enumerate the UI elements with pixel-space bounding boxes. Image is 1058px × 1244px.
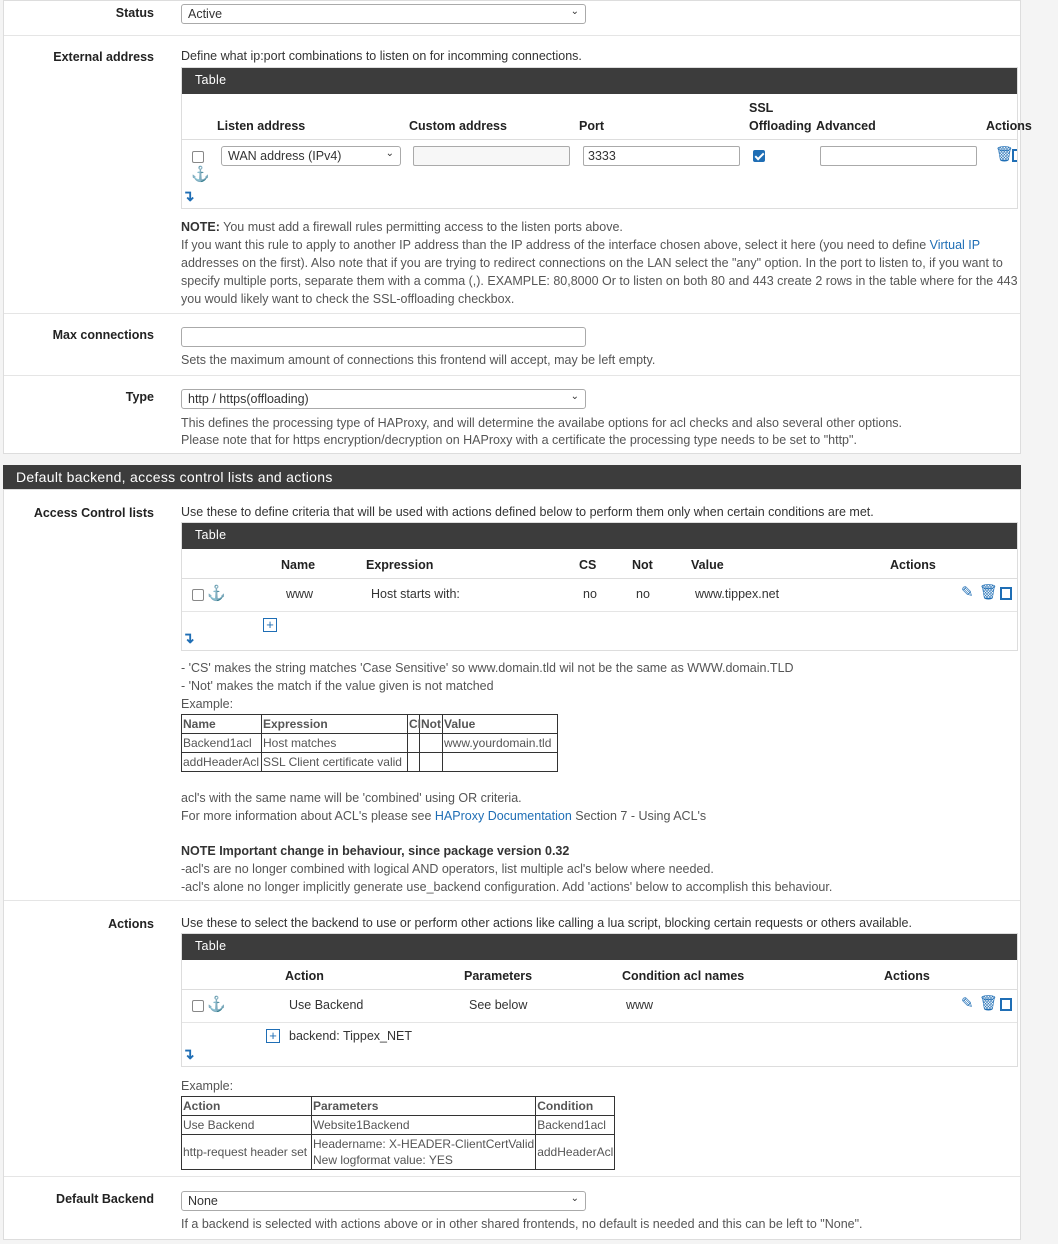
example-cell	[420, 734, 443, 753]
example-header: Action	[182, 1097, 312, 1116]
external-address-table	[181, 67, 1032, 209]
actions-description: Use these to select the backend to use or perform other actions like calling a lua script, blocking certain requests or others available.	[181, 916, 912, 930]
max-connections-row	[4, 314, 1020, 376]
anchor-icon[interactable]: ⚓	[191, 166, 210, 183]
type-hint1: This defines the processing type of HAProxy, and will determine the availabe options for acl checks and also several other options.	[181, 416, 902, 430]
acl-cs-header: CS	[579, 558, 597, 572]
trash-icon[interactable]: 🗑	[979, 584, 999, 601]
example-cell: http-request header set	[182, 1135, 312, 1170]
example-cell: www.yourdomain.tld	[443, 734, 558, 753]
example-header: Expression	[262, 715, 408, 734]
acl-row	[4, 490, 1020, 901]
listen-address-header: Listen address	[217, 119, 306, 133]
table-row	[182, 1097, 615, 1116]
acl-row-name: www	[286, 587, 314, 601]
table-row	[182, 715, 558, 734]
action-row-parameters: See below	[469, 998, 528, 1012]
add-row-arrow-icon[interactable]: ↴	[182, 188, 195, 205]
example-header: CI	[408, 715, 420, 734]
external-address-row	[4, 36, 1032, 314]
example-cell	[420, 753, 443, 772]
action-row-checkbox[interactable]	[192, 1000, 204, 1012]
port-input[interactable]: 3333	[583, 146, 740, 166]
acl-row-value: www.tippex.net	[695, 587, 780, 601]
para1: If you want this rule to apply to another IP address than the IP address of the interface chosen above, select it here (you need to define	[181, 238, 930, 252]
example-cell: Website1Backend	[312, 1116, 536, 1135]
edit-icon[interactable]: ✎	[961, 995, 974, 1012]
para2: addresses on the first). Also note that if you are trying to redirect connections on the LAN select the "any" option. In the port to listen to, if you want to	[181, 256, 1003, 270]
actions-table-title: Table	[182, 934, 1017, 960]
advanced-header: Advanced	[816, 119, 876, 133]
status-label: Status	[115, 6, 154, 20]
actions-table	[181, 933, 1018, 1067]
copy-icon[interactable]	[1000, 587, 1012, 600]
header-divider	[182, 989, 1017, 990]
note-text: You must add a firewall rules permitting access to the listen ports above.	[219, 220, 623, 234]
trash-icon[interactable]: 🗑	[995, 146, 1015, 163]
example-cell: Backend1acl	[536, 1116, 615, 1135]
max-connections-label: Max connections	[52, 328, 154, 342]
acl-row-cs: no	[583, 587, 597, 601]
example-cell: Headername: X-HEADER-ClientCertValid New logformat value: YES	[312, 1135, 536, 1170]
acl-expression-header: Expression	[366, 558, 434, 572]
chevron-down-icon: ⌄	[385, 148, 394, 159]
expand-icon[interactable]: +	[263, 618, 277, 632]
status-row	[4, 1, 1020, 36]
copy-icon-partial[interactable]	[1012, 149, 1017, 162]
max-connections-input[interactable]	[181, 327, 586, 347]
header-divider	[182, 578, 1017, 579]
acl-help2: - 'Not' makes the match if the value given is not matched	[181, 679, 494, 693]
acl-description: Use these to define criteria that will be used with actions defined below to perform them only when certain conditions are met.	[181, 505, 874, 519]
row-divider	[182, 611, 1017, 612]
virtual-ip-link[interactable]: Virtual IP	[929, 238, 981, 252]
type-label: Type	[125, 390, 154, 404]
example-header: Value	[443, 715, 558, 734]
table-row	[182, 1135, 615, 1170]
custom-address-header: Custom address	[409, 119, 507, 133]
condition-header: Condition acl names	[622, 969, 745, 983]
port-header: Port	[579, 119, 604, 133]
chevron-down-icon: ⌄	[570, 1193, 579, 1204]
actions-example-table	[181, 1096, 615, 1170]
default-backend-select[interactable]	[181, 1191, 586, 1211]
action-row-action: Use Backend	[289, 998, 364, 1012]
actions-row	[4, 901, 1020, 1177]
status-select-value: Active	[188, 7, 223, 21]
row-divider	[182, 1022, 1017, 1023]
external-note	[181, 218, 1021, 308]
add-row-arrow-icon[interactable]: ↴	[182, 1046, 195, 1063]
example-header: Condition	[536, 1097, 615, 1116]
example-header: Name	[182, 715, 262, 734]
example-cell: addHeaderAcl	[182, 753, 262, 772]
acl-name-header: Name	[281, 558, 316, 572]
acl-example-label: Example:	[181, 697, 234, 711]
ssl-header-line1: SSL	[749, 101, 774, 115]
actions-col-header: Actions	[884, 969, 930, 983]
acl-note2: -acl's alone no longer implicitly generate use_backend configuration. Add 'actions' below to accomplish this behaviour.	[181, 880, 833, 894]
trash-icon[interactable]: 🗑	[979, 995, 999, 1012]
acl-actions-header: Actions	[890, 558, 936, 572]
ssl-offloading-checkbox[interactable]	[753, 150, 765, 162]
type-hint2: Please note that for https encryption/decryption on HAProxy with a certificate the processing type needs to be set to "http".	[181, 433, 857, 447]
acl-row-not: no	[636, 587, 650, 601]
note-bold: NOTE:	[181, 220, 220, 234]
copy-icon[interactable]	[1000, 998, 1012, 1011]
actions-header: Actions	[986, 119, 1032, 133]
actions-example-label: Example:	[181, 1079, 234, 1093]
example-cell: Use Backend	[182, 1116, 312, 1135]
acl-more-info: For more information about ACL's please see HAProxy Documentation Section 7 - Using ACL's	[181, 809, 707, 823]
expand-icon[interactable]: +	[266, 1029, 280, 1043]
example-cell: Host matches	[262, 734, 408, 753]
actions-label: Actions	[108, 917, 154, 931]
acl-table-title: Table	[182, 523, 1017, 549]
table-row	[182, 753, 558, 772]
table-row	[182, 734, 558, 753]
chevron-down-icon: ⌄	[570, 391, 579, 402]
acl-combined: acl's with the same name will be 'combined' using OR criteria.	[181, 791, 522, 805]
acl-label: Access Control lists	[33, 506, 154, 520]
anchor-icon[interactable]: ⚓	[207, 585, 226, 602]
para3: specify multiple ports, separate them with a comma (,). EXAMPLE: 80,8000 Or to listen on both 80 and 443 create 2 rows in the table where for the 443	[181, 274, 1018, 288]
external-table-title: Table	[182, 68, 1017, 94]
external-address-description: Define what ip:port combinations to listen on for incomming connections.	[181, 49, 582, 63]
type-select[interactable]	[181, 389, 586, 409]
acl-not-header: Not	[632, 558, 653, 572]
default-backend-value: None	[188, 1194, 218, 1208]
external-address-label: External address	[53, 50, 154, 64]
listen-address-value: WAN address (IPv4)	[228, 149, 342, 163]
add-row-arrow-icon[interactable]: ↴	[182, 630, 195, 647]
action-row-condition: www	[626, 998, 654, 1012]
default-backend-row	[4, 1177, 1020, 1239]
example-cell: Backend1acl	[182, 734, 262, 753]
acl-value-header: Value	[691, 558, 724, 572]
acl-help1: - 'CS' makes the string matches 'Case Sensitive' so www.domain.tld wil not be the same as WWW.domain.TLD	[181, 661, 794, 675]
header-divider	[182, 139, 1017, 140]
anchor-icon[interactable]: ⚓	[207, 996, 226, 1013]
example-header: Not	[420, 715, 443, 734]
acl-row-expression: Host starts with:	[371, 587, 460, 601]
ssl-header-line2: Offloading	[749, 119, 812, 133]
acl-note1: -acl's are no longer combined with logical AND operators, list multiple acl's below where needed.	[181, 862, 714, 876]
backend-settings-panel	[3, 489, 1021, 1240]
acl-row-checkbox[interactable]	[192, 589, 204, 601]
example-cell	[408, 734, 420, 753]
haproxy-docs-link[interactable]: HAProxy Documentation	[434, 809, 572, 823]
row-select-checkbox[interactable]	[192, 151, 204, 163]
max-connections-hint: Sets the maximum amount of connections this frontend will accept, may be left empty.	[181, 353, 656, 367]
parameters-header: Parameters	[464, 969, 533, 983]
default-backend-label: Default Backend	[56, 1192, 154, 1206]
advanced-input[interactable]	[820, 146, 977, 166]
acl-example-table	[181, 714, 558, 772]
custom-address-input[interactable]	[413, 146, 570, 166]
example-cell: SSL Client certificate valid	[262, 753, 408, 772]
section-title: Default backend, access control lists and actions	[3, 465, 1021, 489]
frontend-settings-panel	[3, 0, 1032, 454]
example-cell	[443, 753, 558, 772]
default-backend-hint: If a backend is selected with actions above or in other shared frontends, no default is needed and this can be left to "None".	[181, 1217, 863, 1231]
table-row	[182, 1116, 615, 1135]
type-select-value: http / https(offloading)	[188, 392, 309, 406]
action-header: Action	[285, 969, 324, 983]
acl-note-title: NOTE Important change in behaviour, since package version 0.32	[181, 844, 570, 858]
listen-address-select[interactable]	[221, 146, 401, 166]
example-cell	[408, 753, 420, 772]
example-cell: addHeaderAcl	[536, 1135, 615, 1170]
backend-detail: backend: Tippex_NET	[289, 1029, 412, 1043]
chevron-down-icon: ⌄	[570, 6, 579, 17]
edit-icon[interactable]: ✎	[961, 584, 974, 601]
status-select[interactable]	[181, 4, 586, 24]
example-header: Parameters	[312, 1097, 536, 1116]
type-row	[4, 376, 1020, 454]
para4: you would likely want to check the SSL-offloading checkbox.	[181, 292, 515, 306]
acl-table	[181, 522, 1018, 651]
